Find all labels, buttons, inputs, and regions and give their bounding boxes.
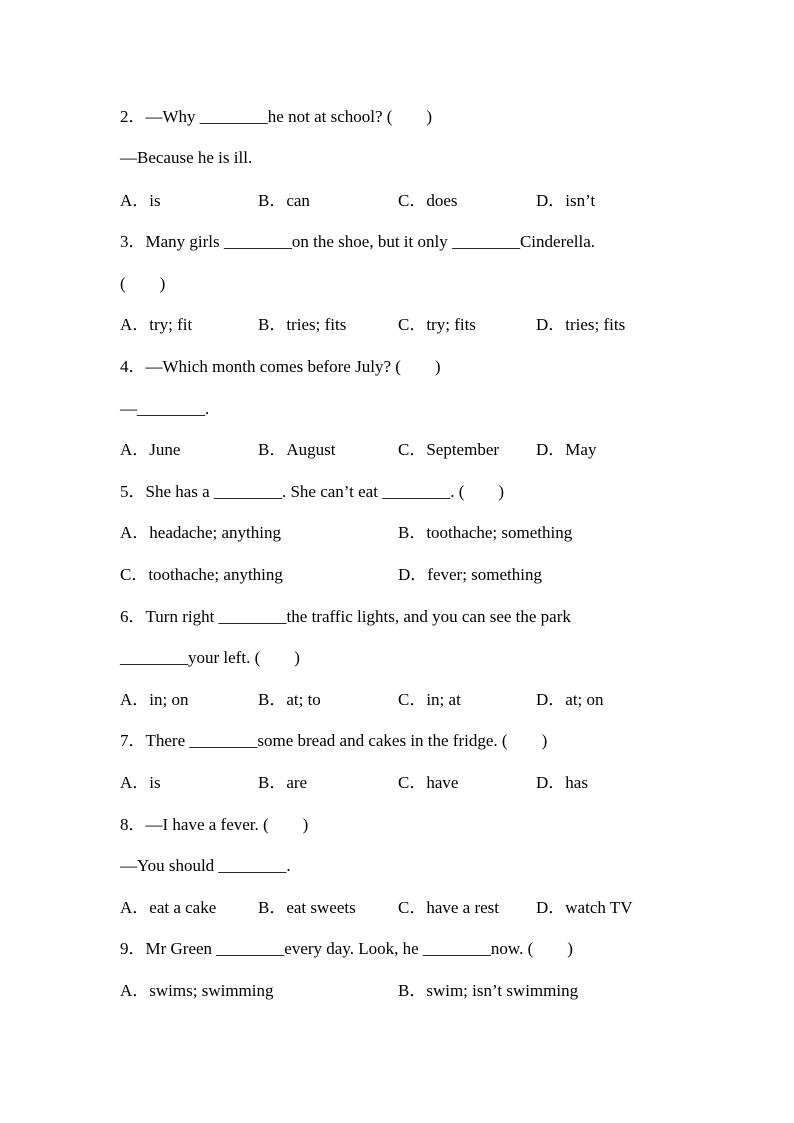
- question-3-option-b: B．tries; fits: [258, 315, 347, 334]
- question-4-stem: 4．—Which month comes before July? ( ): [120, 357, 441, 376]
- question-9-option-b: B．swim; isn’t swimming: [398, 981, 579, 1000]
- question-3-option-d: D．tries; fits: [536, 315, 626, 334]
- question-5-option-b: B．toothache; something: [398, 523, 573, 542]
- question-4-option-b: B．August: [258, 440, 336, 459]
- question-6-option-b: B．at; to: [258, 690, 321, 709]
- question-4-response: —________.: [120, 399, 210, 418]
- question-5-option-a: A．headache; anything: [120, 523, 281, 542]
- question-7-option-a: A．is: [120, 773, 161, 792]
- question-3-option-a: A．try; fit: [120, 315, 193, 334]
- question-2-option-c: C．does: [398, 191, 458, 210]
- question-6-stem: 6．Turn right ________the traffic lights, and you can see the park: [120, 607, 571, 626]
- question-4-option-a: A．June: [120, 440, 181, 459]
- question-5-option-d: D．fever; something: [398, 565, 542, 584]
- question-8-response: —You should ________.: [120, 856, 291, 875]
- question-4-option-d: D．May: [536, 440, 597, 459]
- question-3-option-c: C．try; fits: [398, 315, 476, 334]
- question-6-option-a: A．in; on: [120, 690, 189, 709]
- question-4-option-c: C．September: [398, 440, 500, 459]
- question-3-stem: 3．Many girls ________on the shoe, but it only ________Cinderella.: [120, 232, 596, 251]
- question-2-option-a: A．is: [120, 191, 161, 210]
- question-6-option-d: D．at; on: [536, 690, 604, 709]
- question-2-response: —Because he is ill.: [120, 148, 253, 167]
- question-8-option-c: C．have a rest: [398, 898, 500, 917]
- question-2-option-d: D．isn’t: [536, 191, 596, 210]
- question-3-bracket: ( ): [120, 274, 166, 293]
- question-5-option-c: C．toothache; anything: [120, 565, 283, 584]
- question-7-option-d: D．has: [536, 773, 588, 792]
- question-7-option-b: B．are: [258, 773, 308, 792]
- question-7-stem: 7．There ________some bread and cakes in the fridge. ( ): [120, 731, 548, 750]
- question-7-option-c: C．have: [398, 773, 459, 792]
- question-2-option-b: B．can: [258, 191, 310, 210]
- question-8-option-a: A．eat a cake: [120, 898, 217, 917]
- question-9-stem: 9．Mr Green ________every day. Look, he ________now. ( ): [120, 939, 573, 958]
- question-8-option-b: B．eat sweets: [258, 898, 356, 917]
- question-9-option-a: A．swims; swimming: [120, 981, 274, 1000]
- question-6-stem-continued: ________your left. ( ): [120, 648, 300, 667]
- question-2-stem: 2．—Why ________he not at school? ( ): [120, 107, 433, 126]
- question-5-stem: 5．She has a ________. She can’t eat ________. ( ): [120, 482, 505, 501]
- question-8-stem: 8．—I have a fever. ( ): [120, 815, 309, 834]
- question-6-option-c: C．in; at: [398, 690, 461, 709]
- question-8-option-d: D．watch TV: [536, 898, 633, 917]
